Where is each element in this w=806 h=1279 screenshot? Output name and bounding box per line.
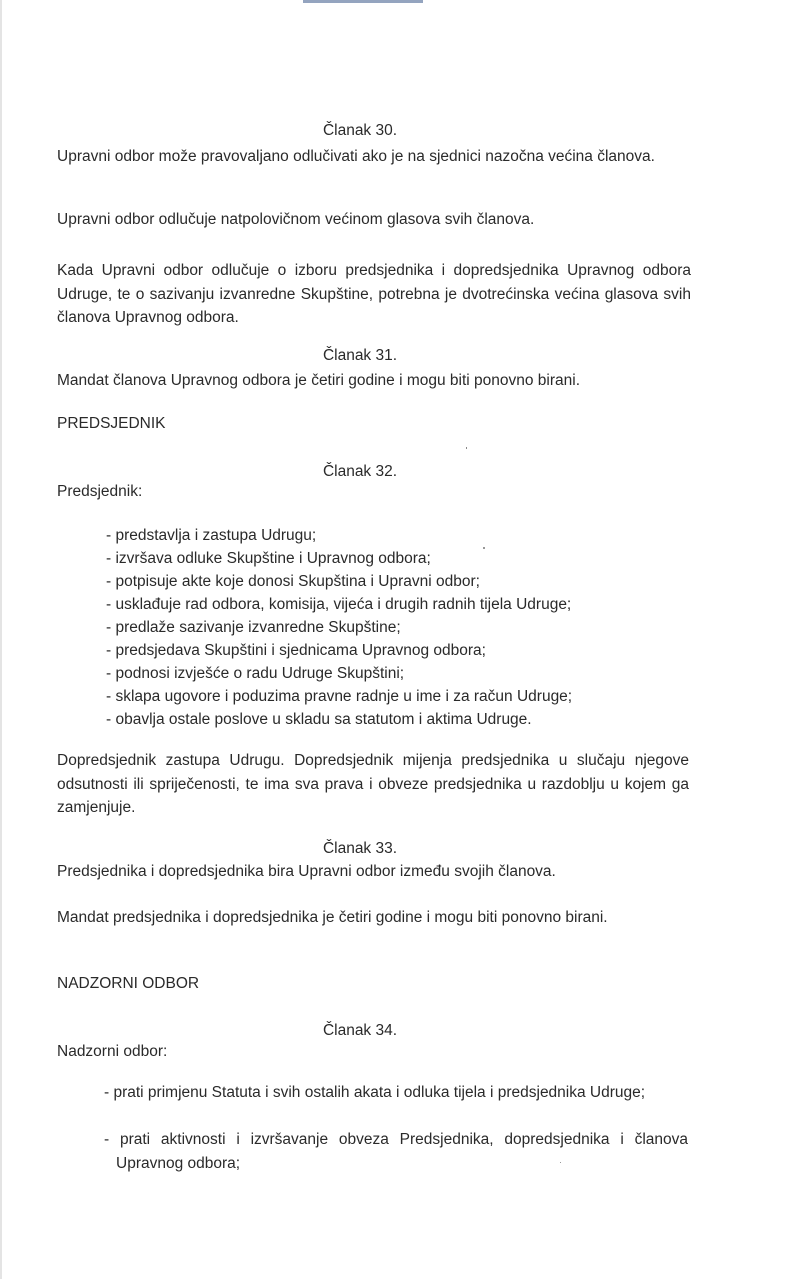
article-32-intro: Predsjednik: xyxy=(57,483,143,500)
article-34-heading: Članak 34. xyxy=(322,1022,398,1039)
article-34-intro: Nadzorni odbor: xyxy=(57,1043,168,1060)
list-item: - prati aktivnosti i izvršavanje obveza Predsjednika, dopredsjednika i članova Upravnog odbora; xyxy=(104,1131,688,1172)
list-item: - predsjedava Skupštini i sjednicama Upravnog odbora; xyxy=(106,642,486,659)
article-30-paragraph-2: Upravni odbor odlučuje natpolovičnom većinom glasova svih članova. xyxy=(57,211,535,228)
list-item: - izvršava odluke Skupštine i Upravnog odbora; xyxy=(106,550,431,567)
list-item: - prati primjenu Statuta i svih ostalih akata i odluka tijela i predsjednika Udruge; xyxy=(104,1084,646,1101)
article-32-paragraph-2: Dopredsjednik zastupa Udrugu. Dopredsjednik mijenja predsjednika u slučaju njegove odsutnosti ili spriječenosti, te ima sva prava i obveze predsjednika u razdoblju u kojem ga zamjenjuje. xyxy=(57,752,689,816)
list-item: - podnosi izvješće o radu Udruge Skupštini; xyxy=(106,665,405,682)
scan-speck xyxy=(466,447,467,449)
article-33-paragraph-2: Mandat predsjednika i dopredsjednika je četiri godine i mogu biti ponovno birani. xyxy=(57,909,608,926)
list-item: - predstavlja i zastupa Udrugu; xyxy=(106,527,317,544)
article-33-heading: Članak 33. xyxy=(322,840,398,857)
list-item: - sklapa ugovore i poduzima pravne radnje u ime i za račun Udruge; xyxy=(106,688,573,705)
article-33-paragraph-1: Predsjednika i dopredsjednika bira Upravni odbor između svojih članova. xyxy=(57,863,556,880)
list-item: - usklađuje rad odbora, komisija, vijeća i drugih radnih tijela Udruge; xyxy=(106,596,572,613)
article-32-heading: Članak 32. xyxy=(322,463,398,480)
scan-speck xyxy=(483,547,485,549)
article-30-paragraph-1: Upravni odbor može pravovaljano odlučivati ako je na sjednici nazočna većina članova. xyxy=(57,148,655,165)
section-heading-nadzorni-odbor: NADZORNI ODBOR xyxy=(57,975,200,992)
list-item: - obavlja ostale poslove u skladu sa statutom i aktima Udruge. xyxy=(106,711,532,728)
list-item: - predlaže sazivanje izvanredne Skupštine; xyxy=(106,619,401,636)
article-31-heading: Članak 31. xyxy=(322,347,398,364)
page-edge-shadow xyxy=(0,0,2,1279)
article-30-heading: Članak 30. xyxy=(322,122,398,139)
article-31-paragraph-1: Mandat članova Upravnog odbora je četiri godine i mogu biti ponovno birani. xyxy=(57,372,581,389)
section-heading-predsjednik: PREDSJEDNIK xyxy=(57,415,166,432)
scan-speck xyxy=(560,1162,561,1163)
list-item: - potpisuje akte koje donosi Skupština i Upravni odbor; xyxy=(106,573,480,590)
scan-artifact-line xyxy=(303,0,423,3)
article-30-paragraph-3: Kada Upravni odbor odlučuje o izboru predsjednika i dopredsjednika Upravnog odbora Udruge, te o sazivanju izvanredne Skupštine, potrebna je dvotrećinska većina glasova svih članova Upravnog odbora. xyxy=(57,262,691,326)
